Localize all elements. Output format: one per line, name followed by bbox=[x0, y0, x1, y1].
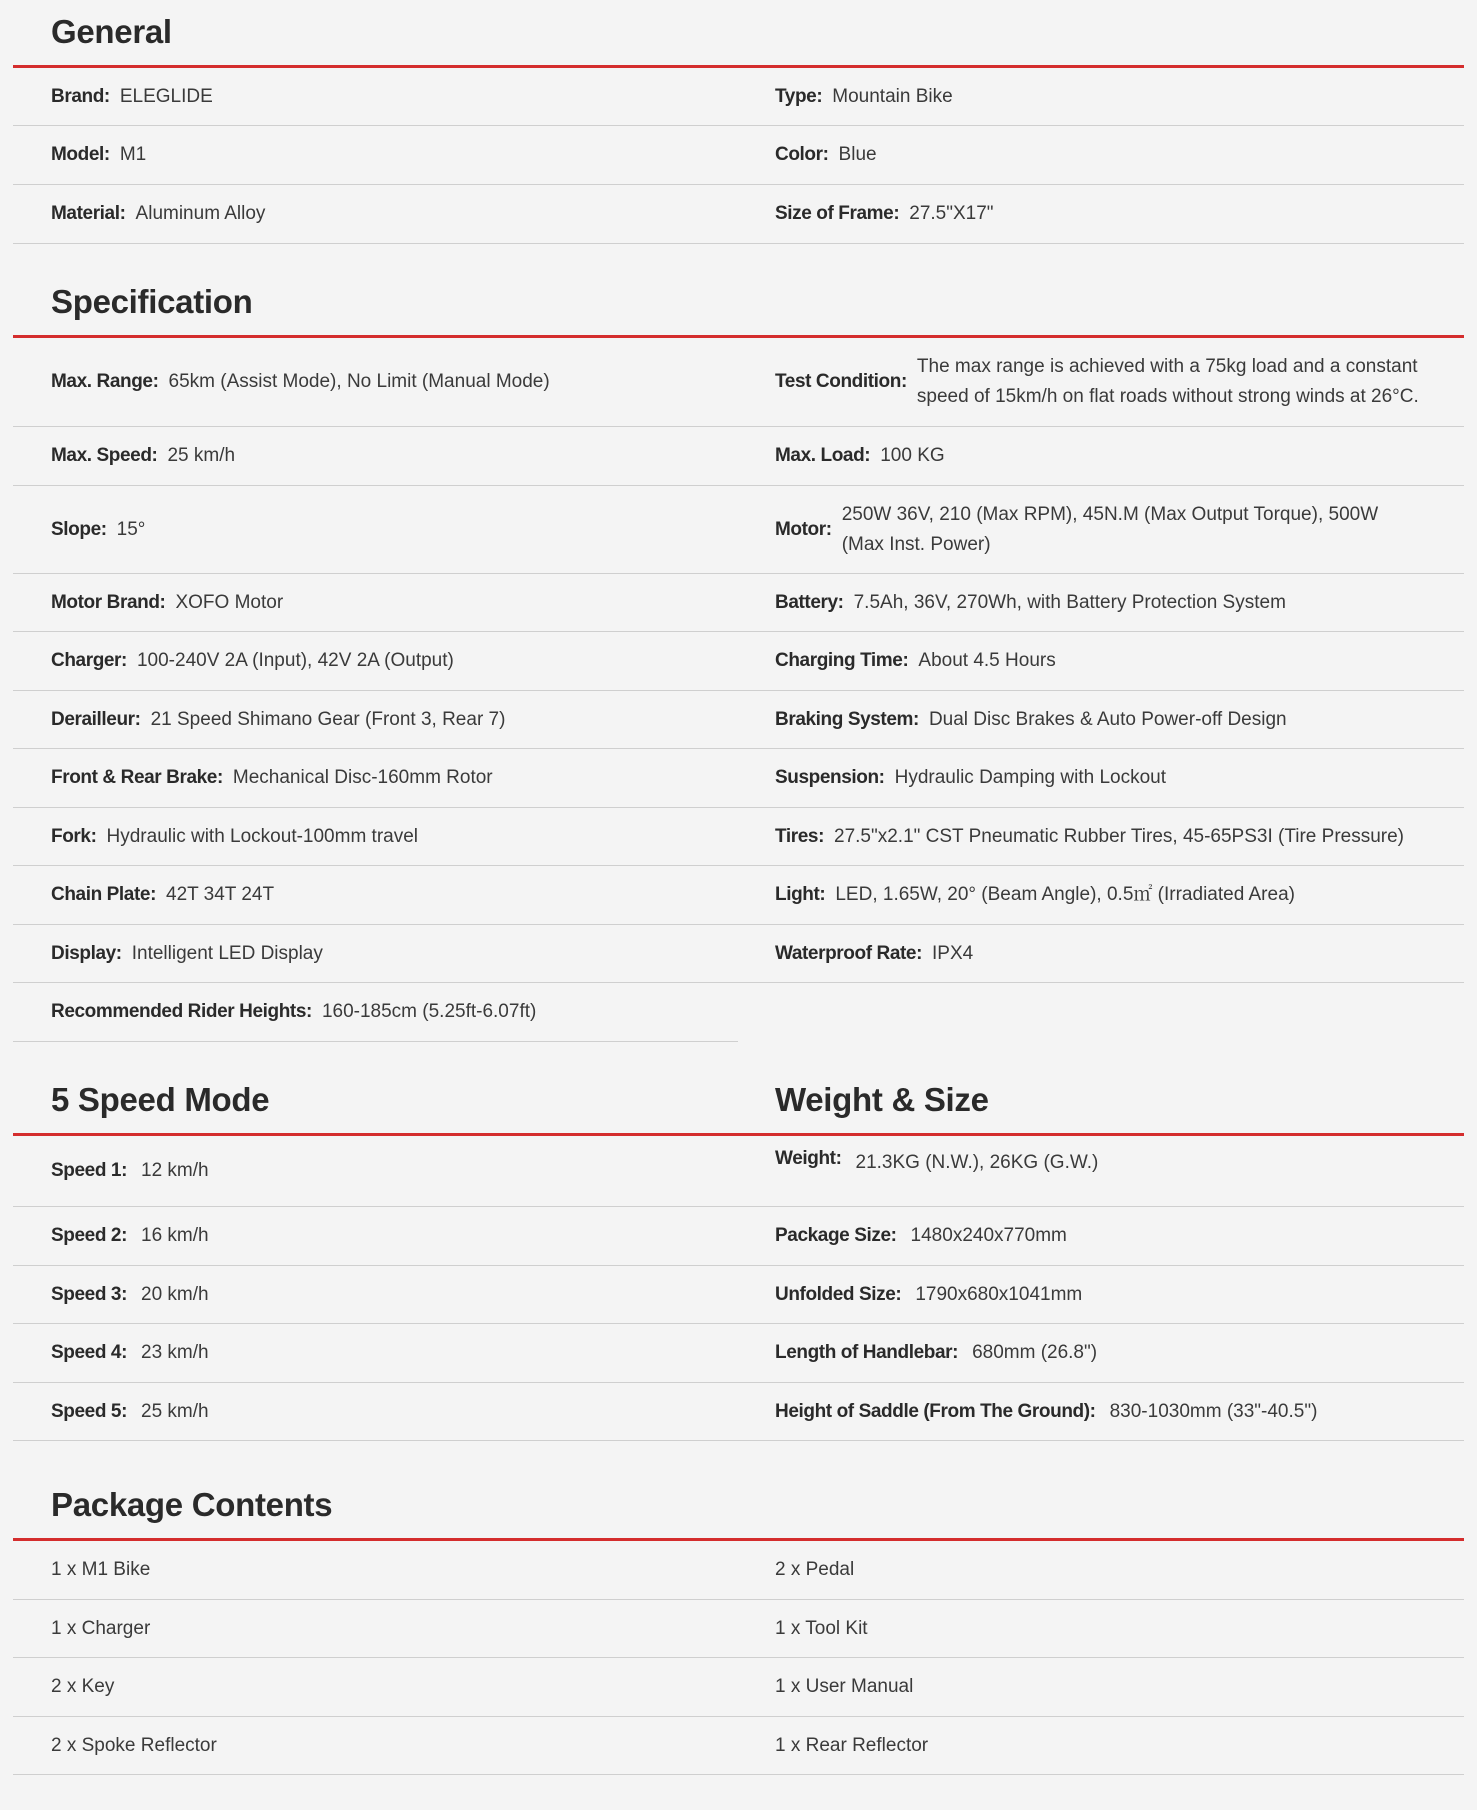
general-title: General bbox=[51, 13, 172, 50]
max-load-label: Max. Load: bbox=[775, 445, 871, 466]
model-value: M1 bbox=[119, 144, 147, 165]
light-value: LED, 1.65W, 20° (Beam Angle), 0.5㎡ (Irradiated Area) bbox=[835, 884, 1295, 905]
unfolded-size-value: 1790x680x1041mm bbox=[915, 1283, 1083, 1305]
speed-3-label: Speed 3: bbox=[51, 1283, 127, 1305]
fork-value: Hydraulic with Lockout-100mm travel bbox=[106, 825, 419, 847]
weight-value: 21.3KG (N.W.), 26KG (G.W.) bbox=[855, 1152, 1099, 1173]
spec-row bbox=[13, 691, 738, 749]
suspension-label: Suspension: bbox=[775, 767, 885, 788]
weight-label: Weight: bbox=[775, 1148, 842, 1169]
suspension-value: Hydraulic Damping with Lockout bbox=[894, 767, 1167, 788]
spec-row bbox=[13, 427, 738, 486]
max-speed-value: 25 km/h bbox=[167, 445, 236, 466]
display-value: Intelligent LED Display bbox=[131, 942, 323, 964]
package-row bbox=[13, 1717, 738, 1775]
spec-row bbox=[738, 632, 1464, 691]
speed-3-value: 20 km/h bbox=[141, 1283, 209, 1305]
package-row bbox=[13, 1541, 738, 1600]
specification-section-header bbox=[13, 244, 1464, 338]
package-row bbox=[738, 1717, 1464, 1775]
speed-4-value: 23 km/h bbox=[141, 1342, 209, 1363]
spec-row bbox=[738, 338, 1464, 427]
motor-label: Motor: bbox=[775, 518, 832, 540]
charger-label: Charger: bbox=[51, 650, 127, 671]
speed-mode-title: 5 Speed Mode bbox=[51, 1081, 270, 1118]
handlebar-length-value: 680mm (26.8") bbox=[972, 1342, 1098, 1363]
battery-value: 7.5Ah, 36V, 270Wh, with Battery Protection System bbox=[853, 591, 1286, 613]
spec-row bbox=[13, 126, 738, 185]
saddle-height-label: Height of Saddle (From The Ground): bbox=[775, 1400, 1096, 1422]
handlebar-length-label: Length of Handlebar: bbox=[775, 1342, 959, 1363]
max-range-value: 65km (Assist Mode), No Limit (Manual Mode) bbox=[168, 371, 550, 392]
speed-5-label: Speed 5: bbox=[51, 1400, 127, 1422]
specification-title: Specification bbox=[51, 283, 253, 320]
weight-row bbox=[738, 1324, 1464, 1383]
package-size-label: Package Size: bbox=[775, 1225, 897, 1246]
tires-label: Tires: bbox=[775, 825, 824, 847]
waterproof-label: Waterproof Rate: bbox=[775, 942, 923, 964]
test-condition-value: The max range is achieved with a 75kg load and a constant speed of 15km/h on flat roads without strong winds at 26°C. bbox=[916, 356, 1419, 407]
package-row bbox=[738, 1541, 1464, 1600]
frame-size-value: 27.5"X17" bbox=[909, 203, 994, 224]
charging-time-label: Charging Time: bbox=[775, 650, 909, 671]
speed-1-label: Speed 1: bbox=[51, 1160, 127, 1181]
package-item: 1 x M1 Bike bbox=[51, 1559, 151, 1580]
front-rear-brake-label: Front & Rear Brake: bbox=[51, 767, 223, 788]
fork-label: Fork: bbox=[51, 825, 97, 847]
battery-label: Battery: bbox=[775, 591, 844, 613]
speed-1-value: 12 km/h bbox=[141, 1160, 209, 1181]
package-item: 1 x Tool Kit bbox=[775, 1617, 868, 1639]
type-value: Mountain Bike bbox=[832, 85, 953, 107]
spec-row bbox=[738, 808, 1464, 866]
tires-value: 27.5"x2.1" CST Pneumatic Rubber Tires, 45-65PS3I (Tire Pressure) bbox=[834, 825, 1405, 847]
charger-value: 100-240V 2A (Input), 42V 2A (Output) bbox=[136, 650, 454, 671]
chain-plate-value: 42T 34T 24T bbox=[166, 884, 275, 905]
package-item: 1 x Charger bbox=[51, 1617, 151, 1639]
package-item: 1 x Rear Reflector bbox=[775, 1734, 929, 1756]
weight-row bbox=[738, 1136, 1464, 1207]
derailleur-label: Derailleur: bbox=[51, 708, 141, 730]
frame-size-label: Size of Frame: bbox=[775, 203, 900, 224]
spec-row bbox=[738, 691, 1464, 749]
package-row bbox=[738, 1658, 1464, 1717]
spec-row bbox=[738, 185, 1464, 244]
speed-5-value: 25 km/h bbox=[141, 1400, 209, 1422]
braking-system-value: Dual Disc Brakes & Auto Power-off Design bbox=[928, 708, 1287, 730]
package-section-header bbox=[13, 1441, 1464, 1541]
spec-row bbox=[13, 185, 738, 244]
color-value: Blue bbox=[838, 144, 877, 165]
spec-row bbox=[13, 486, 738, 574]
weight-row bbox=[738, 1207, 1464, 1266]
max-speed-label: Max. Speed: bbox=[51, 445, 158, 466]
motor-brand-value: XOFO Motor bbox=[175, 591, 284, 613]
max-load-value: 100 KG bbox=[880, 445, 945, 466]
saddle-height-value: 830-1030mm (33"-40.5") bbox=[1109, 1400, 1318, 1422]
speed-2-value: 16 km/h bbox=[141, 1225, 209, 1246]
speed-row bbox=[13, 1207, 738, 1266]
speed-row bbox=[13, 1324, 738, 1383]
spec-row bbox=[738, 486, 1464, 574]
max-range-label: Max. Range: bbox=[51, 371, 159, 392]
weight-row bbox=[738, 1266, 1464, 1324]
chain-plate-label: Chain Plate: bbox=[51, 884, 156, 905]
slope-value: 15° bbox=[116, 518, 146, 540]
spec-row bbox=[738, 574, 1464, 632]
package-title: Package Contents bbox=[51, 1486, 333, 1523]
speed-row bbox=[13, 1383, 738, 1441]
speed-row bbox=[13, 1136, 738, 1207]
package-row bbox=[13, 1600, 738, 1658]
spec-row bbox=[738, 749, 1464, 808]
spec-row bbox=[738, 866, 1464, 925]
spec-row bbox=[13, 68, 738, 126]
spec-row bbox=[738, 427, 1464, 486]
spec-row bbox=[13, 983, 738, 1042]
brand-value: ELEGLIDE bbox=[119, 85, 213, 107]
package-item: 2 x Key bbox=[51, 1676, 115, 1697]
motor-value: 250W 36V, 210 (Max RPM), 45N.M (Max Output Torque), 500W (Max Inst. Power) bbox=[841, 503, 1379, 555]
model-label: Model: bbox=[51, 144, 110, 165]
light-label: Light: bbox=[775, 884, 826, 905]
package-item: 2 x Pedal bbox=[775, 1559, 855, 1580]
spec-row bbox=[13, 338, 738, 427]
front-rear-brake-value: Mechanical Disc-160mm Rotor bbox=[232, 767, 493, 788]
spec-row bbox=[13, 574, 738, 632]
spec-row bbox=[738, 68, 1464, 126]
material-value: Aluminum Alloy bbox=[135, 203, 266, 224]
package-item: 1 x User Manual bbox=[775, 1676, 914, 1697]
display-label: Display: bbox=[51, 942, 122, 964]
spec-row bbox=[13, 808, 738, 866]
speed-2-label: Speed 2: bbox=[51, 1225, 127, 1246]
package-row bbox=[13, 1658, 738, 1717]
speed-row bbox=[13, 1266, 738, 1324]
type-label: Type: bbox=[775, 85, 823, 107]
waterproof-value: IPX4 bbox=[932, 942, 974, 964]
weight-row bbox=[738, 1383, 1464, 1441]
spec-row bbox=[738, 126, 1464, 185]
material-label: Material: bbox=[51, 203, 126, 224]
package-size-value: 1480x240x770mm bbox=[910, 1225, 1067, 1246]
rider-heights-label: Recommended Rider Heights: bbox=[51, 1001, 312, 1022]
general-section-header bbox=[13, 0, 1464, 68]
brand-label: Brand: bbox=[51, 85, 110, 107]
braking-system-label: Braking System: bbox=[775, 708, 919, 730]
spec-row bbox=[13, 866, 738, 925]
rider-heights-value: 160-185cm (5.25ft-6.07ft) bbox=[321, 1001, 537, 1022]
charging-time-value: About 4.5 Hours bbox=[918, 650, 1056, 671]
speed-4-label: Speed 4: bbox=[51, 1342, 127, 1363]
spec-row bbox=[13, 632, 738, 691]
color-label: Color: bbox=[775, 144, 829, 165]
test-condition-label: Test Condition: bbox=[775, 371, 907, 392]
derailleur-value: 21 Speed Shimano Gear (Front 3, Rear 7) bbox=[150, 708, 506, 730]
weight-size-title: Weight & Size bbox=[775, 1081, 989, 1118]
slope-label: Slope: bbox=[51, 518, 107, 540]
speed-weight-section-header bbox=[13, 1042, 1464, 1136]
package-item: 2 x Spoke Reflector bbox=[51, 1734, 217, 1756]
unfolded-size-label: Unfolded Size: bbox=[775, 1283, 902, 1305]
motor-brand-label: Motor Brand: bbox=[51, 591, 166, 613]
spec-row bbox=[738, 925, 1464, 983]
package-row bbox=[738, 1600, 1464, 1658]
spec-row bbox=[13, 749, 738, 808]
spec-row bbox=[13, 925, 738, 983]
